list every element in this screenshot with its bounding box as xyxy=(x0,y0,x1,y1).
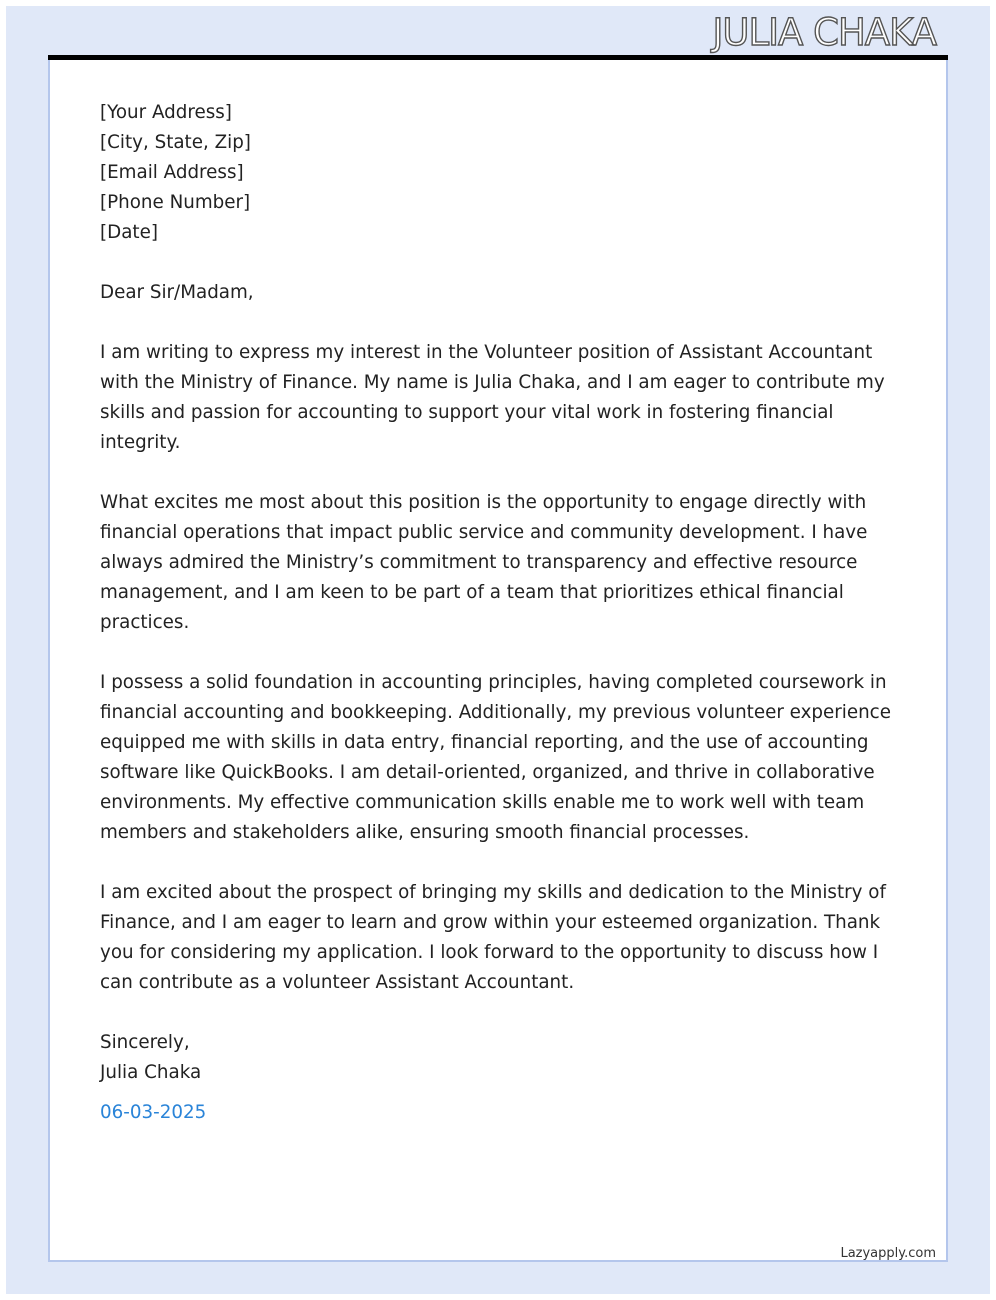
letter-body xyxy=(100,98,900,1128)
sender-city-state-zip: [City, State, Zip] xyxy=(100,132,251,153)
sender-phone: [Phone Number] xyxy=(100,192,251,213)
paragraph-3: I possess a solid foundation in accounting principles, having completed coursework in financial accounting and bookkeeping. Additionally, my previous volunteer experience equipped me with skills in data entry, financial reporting, and the use of accounting software like QuickBooks. I am detail-oriented, organized, and thrive in collaborative environments. My effective communication skills enable me to work well with team members and stakeholders alike, ensuring smooth financial processes. xyxy=(100,672,891,843)
paragraph-1: I am writing to express my interest in the Volunteer position of Assistant Accountant with the Ministry of Finance. My name is Julia Chaka, and I am eager to contribute my skills and passion for accounting to support your vital work in fostering financial integrity. xyxy=(100,342,885,453)
header-rule xyxy=(48,55,948,60)
footer-credit: Lazyapply.com xyxy=(840,1246,936,1261)
sender-email: [Email Address] xyxy=(100,162,244,183)
sender-date: [Date] xyxy=(100,222,158,243)
paragraph-2: What excites me most about this position is the opportunity to engage directly with financial operations that impact public service and community development. I have always admired the Ministry’s commitment to transparency and effective resource management, and I am keen to be part of a team that prioritizes ethical financial practices. xyxy=(100,492,868,633)
closing: Sincerely, xyxy=(100,1032,190,1053)
sender-address: [Your Address] xyxy=(100,102,232,123)
letter-date: 06-03-2025 xyxy=(100,1102,207,1123)
applicant-name-heading: JULIA CHAKA xyxy=(712,11,936,54)
salutation: Dear Sir/Madam, xyxy=(100,282,254,303)
paragraph-4: I am excited about the prospect of bringing my skills and dedication to the Ministry of Finance, and I am eager to learn and grow within your esteemed organization. Thank you for considering my application. I look forward to the opportunity to discuss how I can contribute as a volunteer Assistant Accountant. xyxy=(100,882,886,993)
signature-name: Julia Chaka xyxy=(100,1062,202,1083)
